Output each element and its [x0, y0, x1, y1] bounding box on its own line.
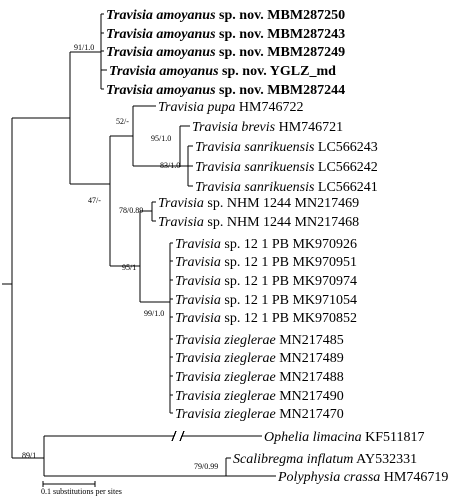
support-value: 47/- [88, 196, 101, 205]
support-value: 52/- [116, 117, 129, 126]
taxon-label: Polyphysia crassa HM746719 [278, 470, 449, 485]
support-value: 95/1 [122, 263, 137, 272]
taxon-label: Travisia amoyanus sp. nov. YGLZ_md [109, 64, 336, 79]
taxon-label: Travisia zieglerae MN217490 [175, 389, 344, 404]
branch-break-marker [172, 430, 184, 442]
taxon-label: Travisia sanrikuensis LC566241 [195, 180, 378, 195]
taxon-label: Travisia amoyanus sp. nov. MBM287250 [106, 8, 346, 23]
taxon-label: Travisia amoyanus sp. nov. MBM287249 [106, 45, 346, 60]
support-value: 91/1.0 [74, 43, 95, 52]
taxon-label: Travisia sp. 12 1 PB MK970926 [175, 237, 358, 252]
taxon-label: Travisia sp. 12 1 PB MK970974 [175, 274, 358, 289]
taxon-label: Travisia amoyanus sp. nov. MBM287243 [106, 27, 346, 42]
taxon-label: Travisia zieglerae MN217470 [175, 407, 344, 422]
taxon-label: Travisia sp. 12 1 PB MK970852 [175, 311, 358, 326]
scale-bar-label: 0.1 substitutions per sites [41, 487, 122, 496]
taxon-label: Travisia zieglerae MN217489 [175, 351, 344, 366]
taxon-label: Travisia zieglerae MN217485 [175, 333, 344, 348]
taxon-label: Travisia zieglerae MN217488 [175, 370, 344, 385]
taxon-label: Travisia sp. NHM 1244 MN217469 [158, 196, 360, 211]
taxon-label: Ophelia limacina KF511817 [264, 430, 425, 445]
scale-bar [41, 481, 122, 496]
support-value: 89/1 [22, 451, 37, 460]
taxon-label: Travisia amoyanus sp. nov. MBM287244 [106, 83, 346, 98]
taxon-label: Travisia sanrikuensis LC566242 [195, 160, 378, 175]
taxon-label: Travisia brevis HM746721 [192, 120, 344, 135]
taxon-label: Travisia pupa HM746722 [158, 100, 304, 115]
taxon-label: Travisia sp. NHM 1244 MN217468 [158, 215, 360, 230]
taxon-label: Travisia sp. 12 1 PB MK971054 [175, 293, 358, 308]
taxon-labels [106, 8, 448, 485]
support-value: 95/1.0 [151, 134, 172, 143]
support-value: 83/1.0 [160, 161, 181, 170]
support-value: 79/0.99 [194, 462, 219, 471]
support-value: 78/0.89 [119, 206, 144, 215]
support-value: 99/1.0 [144, 309, 165, 318]
taxon-label: Travisia sp. 12 1 PB MK970951 [175, 255, 358, 270]
taxon-label: Travisia sanrikuensis LC566243 [195, 140, 378, 155]
taxon-label: Scalibregma inflatum AY532331 [233, 452, 418, 467]
